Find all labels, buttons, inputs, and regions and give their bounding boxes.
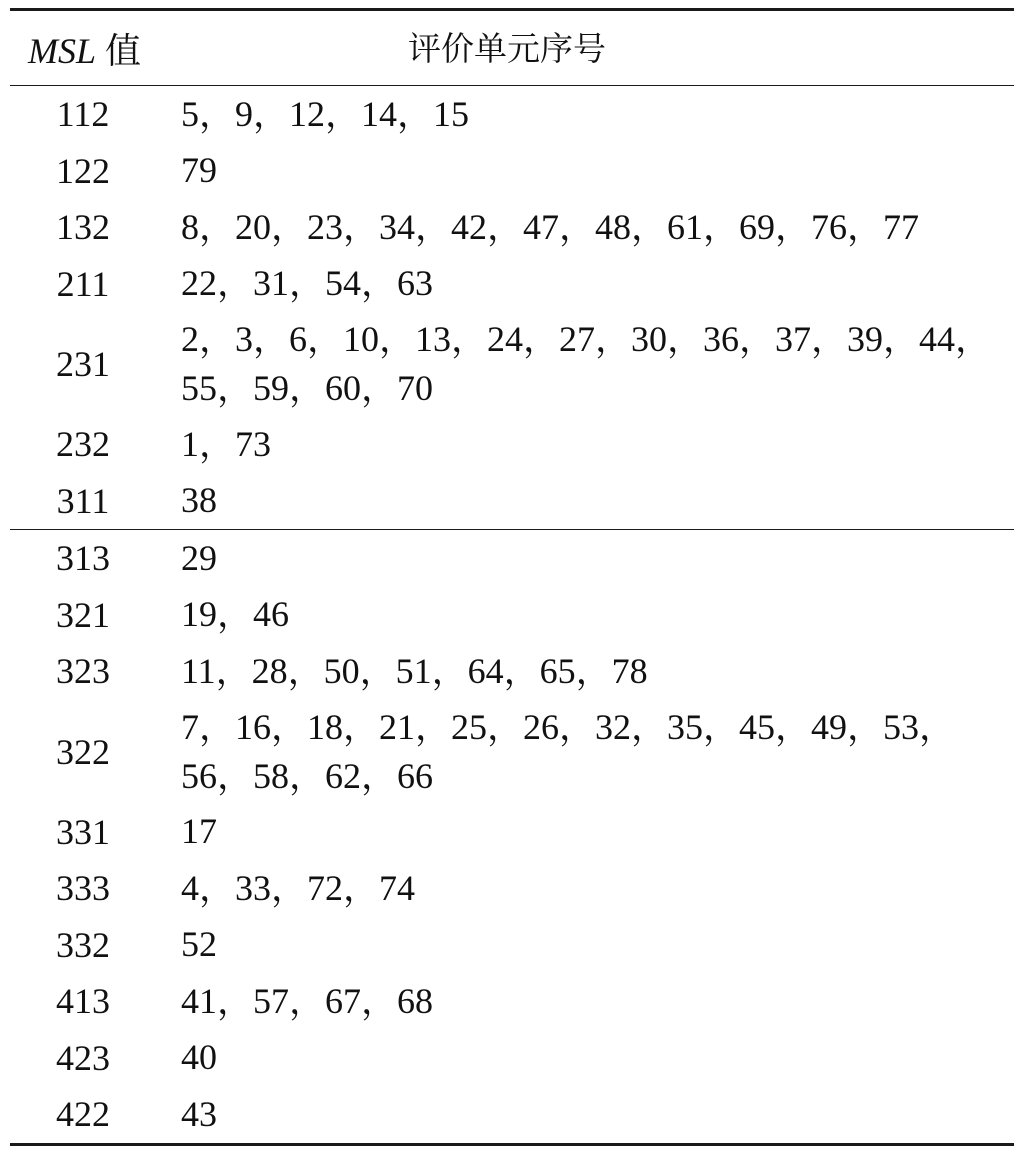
table-row xyxy=(10,143,1014,200)
msl-value: 232 xyxy=(56,424,110,465)
msl-value: 122 xyxy=(56,150,110,191)
unit-numbers: 8，20，23，34，42，47，48，61，69，76，77 xyxy=(181,206,920,247)
msl-value: 311 xyxy=(56,480,110,521)
unit-numbers: 29 xyxy=(181,537,217,578)
unit-numbers: 38 xyxy=(181,480,217,521)
table-row xyxy=(10,86,1014,143)
msl-value: 422 xyxy=(56,1094,110,1135)
msl-value: 211 xyxy=(56,263,110,304)
table-row xyxy=(10,416,1014,473)
table-row xyxy=(10,804,1014,861)
table-row xyxy=(10,530,1014,587)
msl-value: 333 xyxy=(56,868,110,909)
table-row xyxy=(10,587,1014,644)
msl-value: 112 xyxy=(56,94,110,135)
table-row xyxy=(10,1086,1014,1143)
table-row xyxy=(10,860,1014,917)
msl-value: 231 xyxy=(56,344,110,384)
unit-numbers: 11，28，50，51，64，65，78 xyxy=(181,650,648,691)
table-header-row xyxy=(10,11,1014,85)
table-row xyxy=(10,917,1014,974)
msl-value: 313 xyxy=(56,538,110,579)
msl-value: 423 xyxy=(56,1037,110,1078)
unit-numbers: 41，57，67，68 xyxy=(181,980,434,1021)
unit-numbers: 1，73 xyxy=(181,423,272,464)
msl-suffix: 值 xyxy=(96,30,142,71)
table-row xyxy=(10,643,1014,700)
units-column-header: 评价单元序号 xyxy=(408,28,606,68)
unit-numbers: 5，9，12，14，15 xyxy=(181,93,470,134)
table-row xyxy=(10,199,1014,256)
table-row xyxy=(10,1030,1014,1087)
unit-numbers: 43 xyxy=(181,1093,217,1134)
unit-numbers: 40 xyxy=(181,1037,217,1078)
msl-value: 321 xyxy=(56,594,110,635)
msl-value: 413 xyxy=(56,981,110,1022)
table-row xyxy=(10,312,1014,416)
table-row xyxy=(10,256,1014,313)
msl-column-header xyxy=(10,23,160,74)
unit-numbers: 4，33，72，74 xyxy=(181,867,416,908)
unit-numbers: 79 xyxy=(181,150,217,191)
unit-numbers: 52 xyxy=(181,924,217,965)
unit-numbers: 7，16，18，21，25，26，32，35，45，49，53，56，58，62，66 xyxy=(181,706,956,796)
msl-value: 323 xyxy=(56,651,110,692)
table-row xyxy=(10,700,1014,804)
msl-table xyxy=(10,8,1014,1146)
msl-abbr: MSL xyxy=(28,30,97,71)
unit-numbers: 22，31，54，63 xyxy=(181,263,434,304)
unit-numbers: 2，3，6，10，13，24，27，30，36，37，39，44，55，59，60，70 xyxy=(181,319,992,408)
msl-value: 332 xyxy=(56,924,110,965)
table-row xyxy=(10,973,1014,1030)
bottom-rule xyxy=(10,1143,1014,1146)
msl-value: 331 xyxy=(56,811,110,852)
msl-value: 132 xyxy=(56,207,110,248)
unit-numbers: 19，46 xyxy=(181,594,290,635)
table-row xyxy=(10,473,1014,530)
unit-numbers: 17 xyxy=(181,811,217,852)
msl-value: 322 xyxy=(56,731,110,772)
